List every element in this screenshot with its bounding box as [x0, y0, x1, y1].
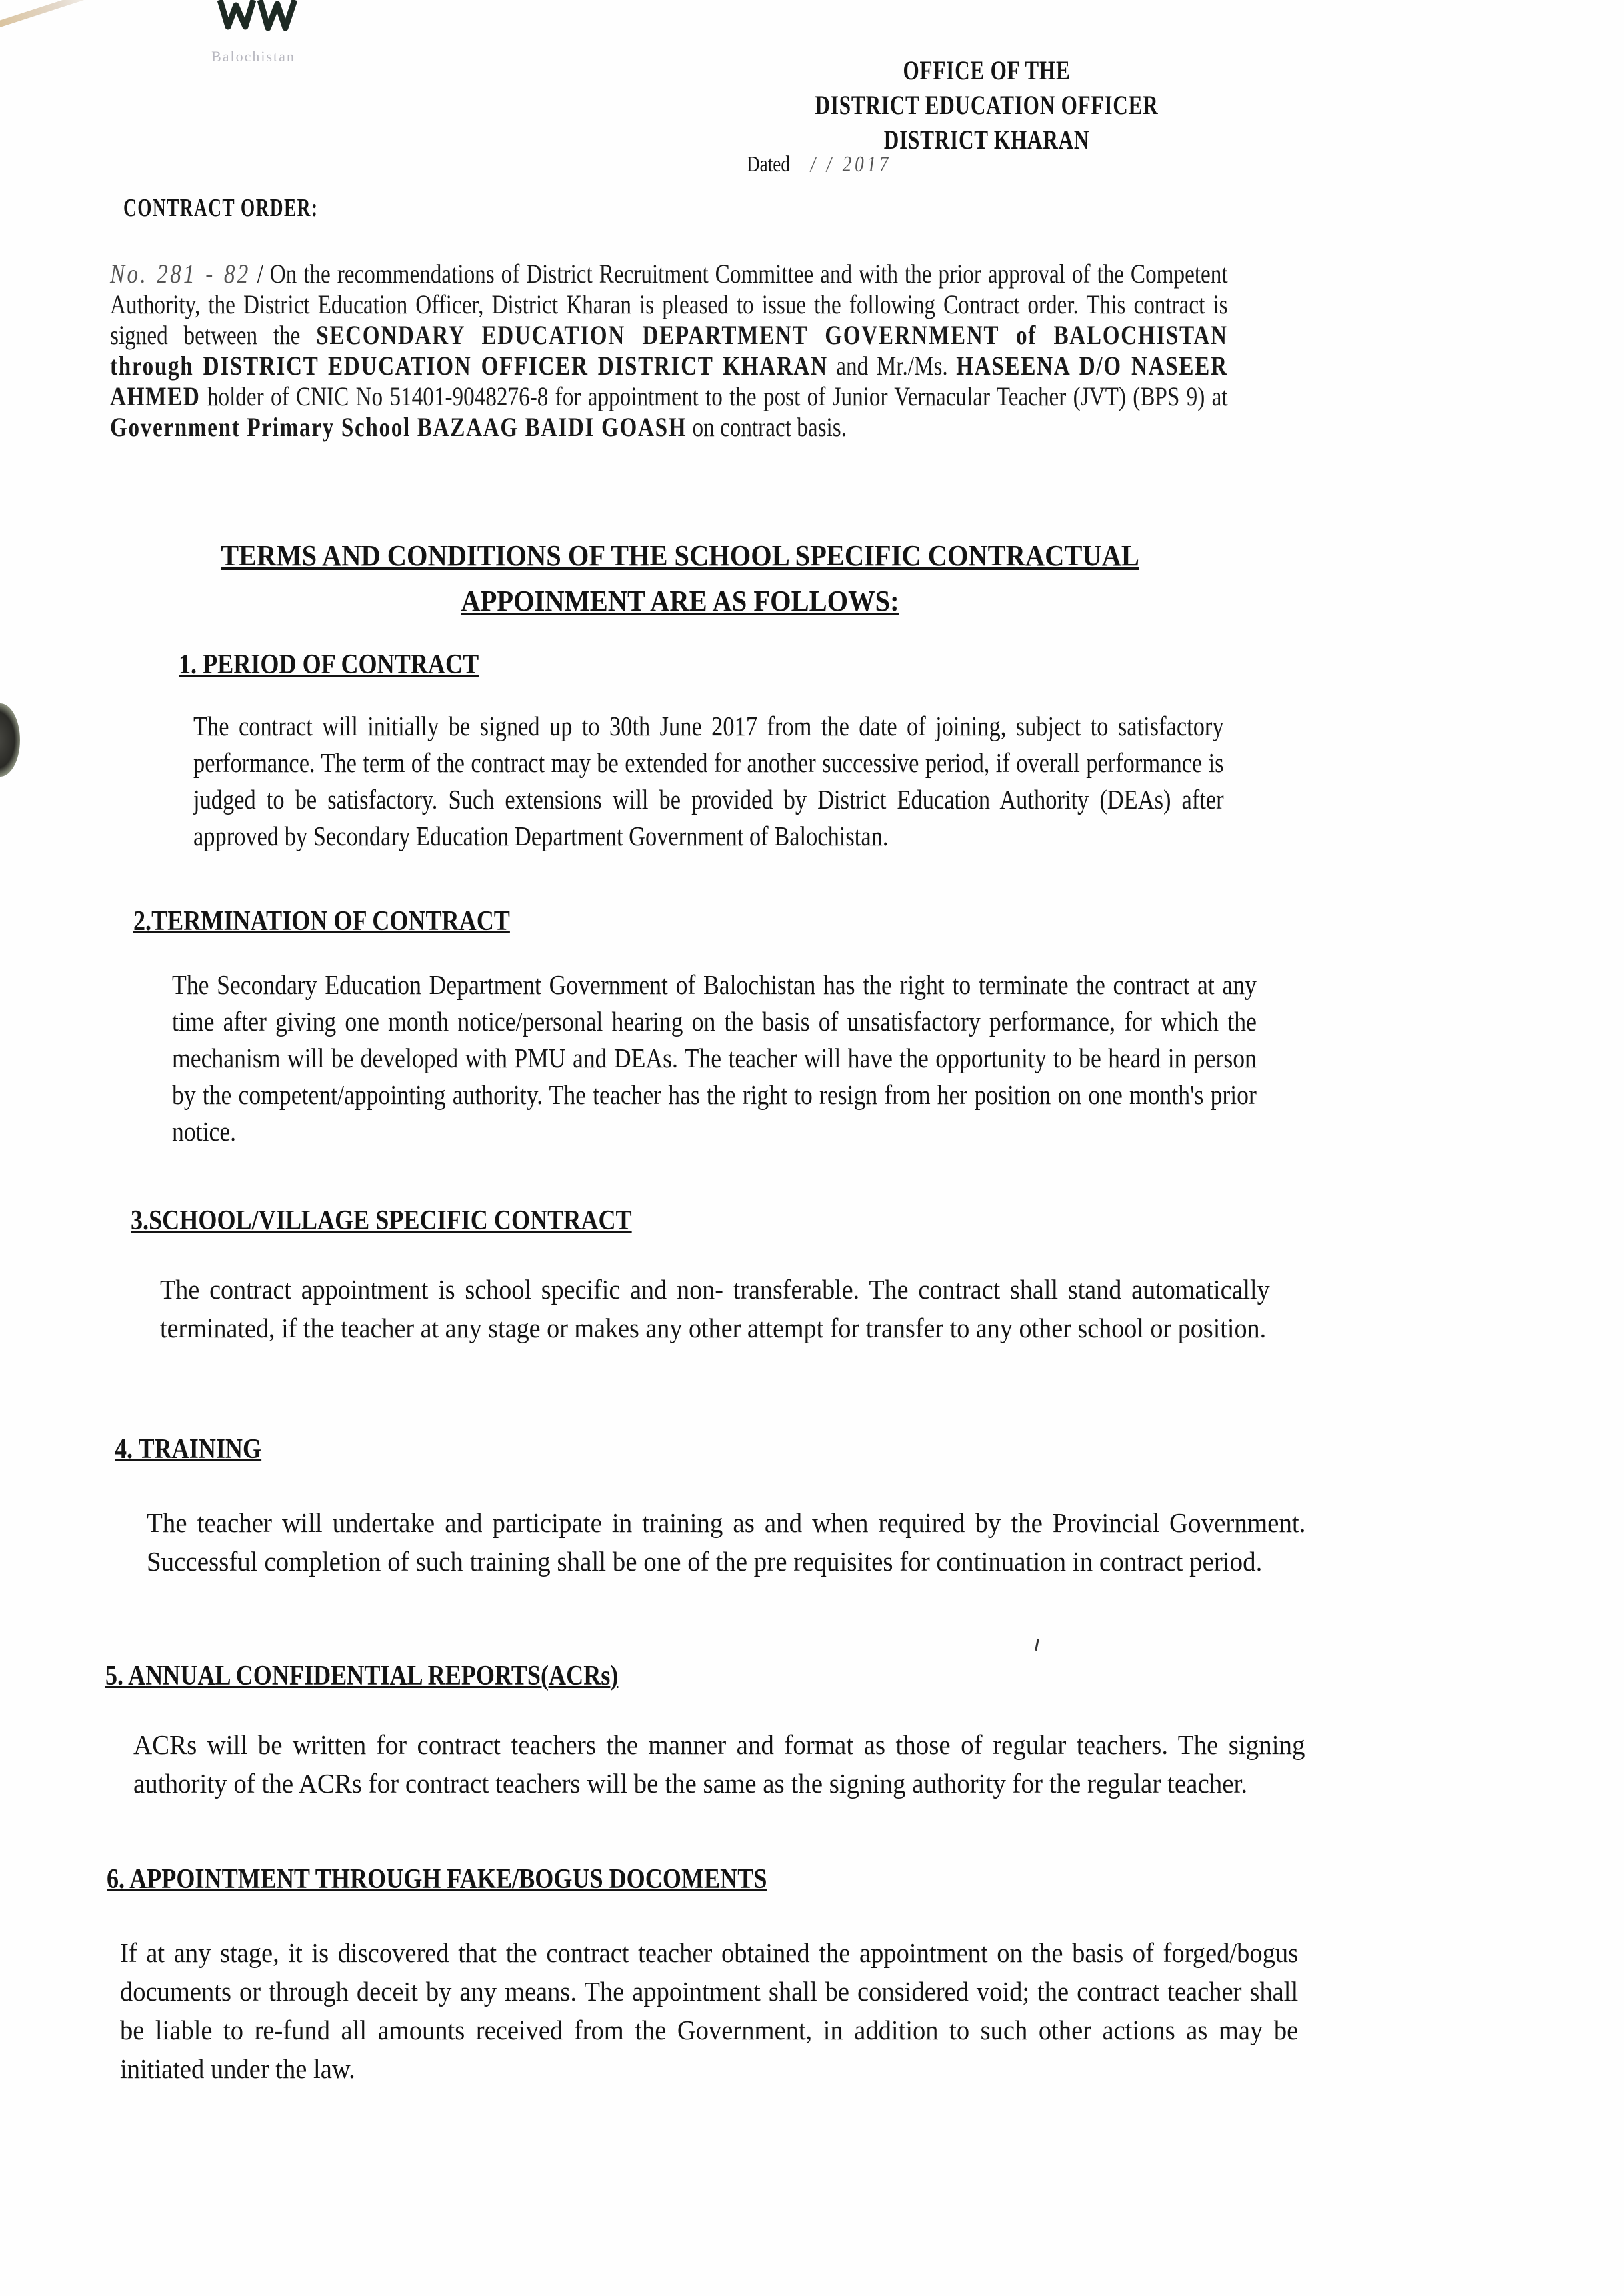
contract-order-heading: CONTRACT ORDER: [123, 194, 319, 222]
office-line: DISTRICT EDUCATION OFFICER [815, 90, 1159, 120]
office-header [799, 53, 1174, 157]
stray-pen-mark [1035, 1639, 1039, 1651]
office-line: DISTRICT KHARAN [883, 125, 1090, 155]
parties-department: SECONDARY EDUCATION DEPARTMENT GOVERNMENT of BALOCHISTAN through DISTRICT EDUCATION OFFICER DISTRICT KHARAN [110, 320, 1228, 381]
section-heading-fake-documents: 6. APPOINTMENT THROUGH FAKE/BOGUS DOCOMENTS [107, 1864, 767, 1895]
logo-caption: Balochistan [211, 48, 295, 65]
dated-label: Dated [747, 152, 790, 177]
contract-intro-paragraph [110, 259, 1228, 443]
appointee-name: HASEENA D/O NASEER AHMED [110, 351, 1228, 411]
terms-title-line: APPOINMENT ARE AS FOLLOWS: [461, 585, 899, 617]
terms-title [201, 533, 1158, 624]
terms-title-line: TERMS AND CONDITIONS OF THE SCHOOL SPECIFIC CONTRACTUAL [221, 539, 1139, 572]
section-body-acrs: ACRs will be written for contract teachers the manner and format as those of regular teachers. The signing authority of the ACRs for contract teachers will be the same as the signing authority for the regular teacher. [133, 1729, 1305, 1799]
school-name: Government Primary School BAZAAG BAIDI GOASH [110, 412, 687, 442]
order-reference-number: No. 281 - 82 [110, 259, 251, 289]
government-logo [213, 0, 307, 73]
section-body-school-specific: The contract appointment is school specific and non- transferable. The contract shall stand automatically terminated, if the teacher at any stage or makes any other attempt for transfer to any other school or position. [160, 1274, 1270, 1343]
section-heading-termination: 2.TERMINATION OF CONTRACT [133, 906, 510, 937]
section-heading-period: 1. PERIOD OF CONTRACT [179, 649, 479, 680]
section-body-termination: The Secondary Education Department Government of Balochistan has the right to terminate the contract at any time after giving one month notice/personal hearing on the basis of unsatisfactory performance, for which the mechanism will be developed with PMU and DEAs. The teacher will have the opportunity to be heard in person by the competent/appointing authority. The teacher has the right to resign from her position on one month's prior notice. [172, 969, 1257, 1147]
office-line: OFFICE OF THE [903, 55, 1071, 85]
section-body-fake-documents: If at any stage, it is discovered that the contract teacher obtained the appointment on the basis of forged/bogus documents or through deceit by any means. The appointment shall be considered void; the contract teacher shall be liable to re-fund all amounts received from the Government, in addition to such other actions as may be initiated under the law. [120, 1937, 1299, 2084]
dated-line [747, 152, 891, 177]
section-body-period: The contract will initially be signed up to 30th June 2017 from the date of joining, subject to satisfactory performance. The term of the contract may be extended for another successive period, if overall performance is judged to be satisfactory. Such extensions will be provided by District Education Authority (DEAs) after approved by Secondary Education Department Government of Balochistan. [193, 711, 1224, 851]
section-heading-acrs: 5. ANNUAL CONFIDENTIAL REPORTS(ACRs) [105, 1661, 619, 1691]
section-heading-training: 4. TRAINING [115, 1434, 262, 1465]
hole-punch-mark [0, 703, 20, 777]
scan-corner-mark [0, 0, 105, 31]
intro-text: / On the recommendations of District Recruitment Committee and with the prior approval of the Competent Authority, the District Education Officer, District Kharan is pleased to issue the following Contract order. This contract is signed between the [110, 259, 1228, 350]
section-body-training: The teacher will undertake and participate in training as and when required by the Provincial Government. Successful completion of such training shall be one of the pre requisites for continuation in contract period. [147, 1507, 1306, 1577]
intro-text: on contract basis. [692, 412, 847, 442]
dated-value: / / 2017 [810, 152, 892, 177]
intro-text: and Mr./Ms. [836, 351, 948, 381]
intro-text: holder of CNIC No 51401-9048276-8 for appointment to the post of Junior Vernacular Teacher (JVT) (BPS 9) at [207, 381, 1228, 411]
crest-icon [213, 0, 307, 37]
section-heading-school-specific: 3.SCHOOL/VILLAGE SPECIFIC CONTRACT [131, 1205, 632, 1236]
